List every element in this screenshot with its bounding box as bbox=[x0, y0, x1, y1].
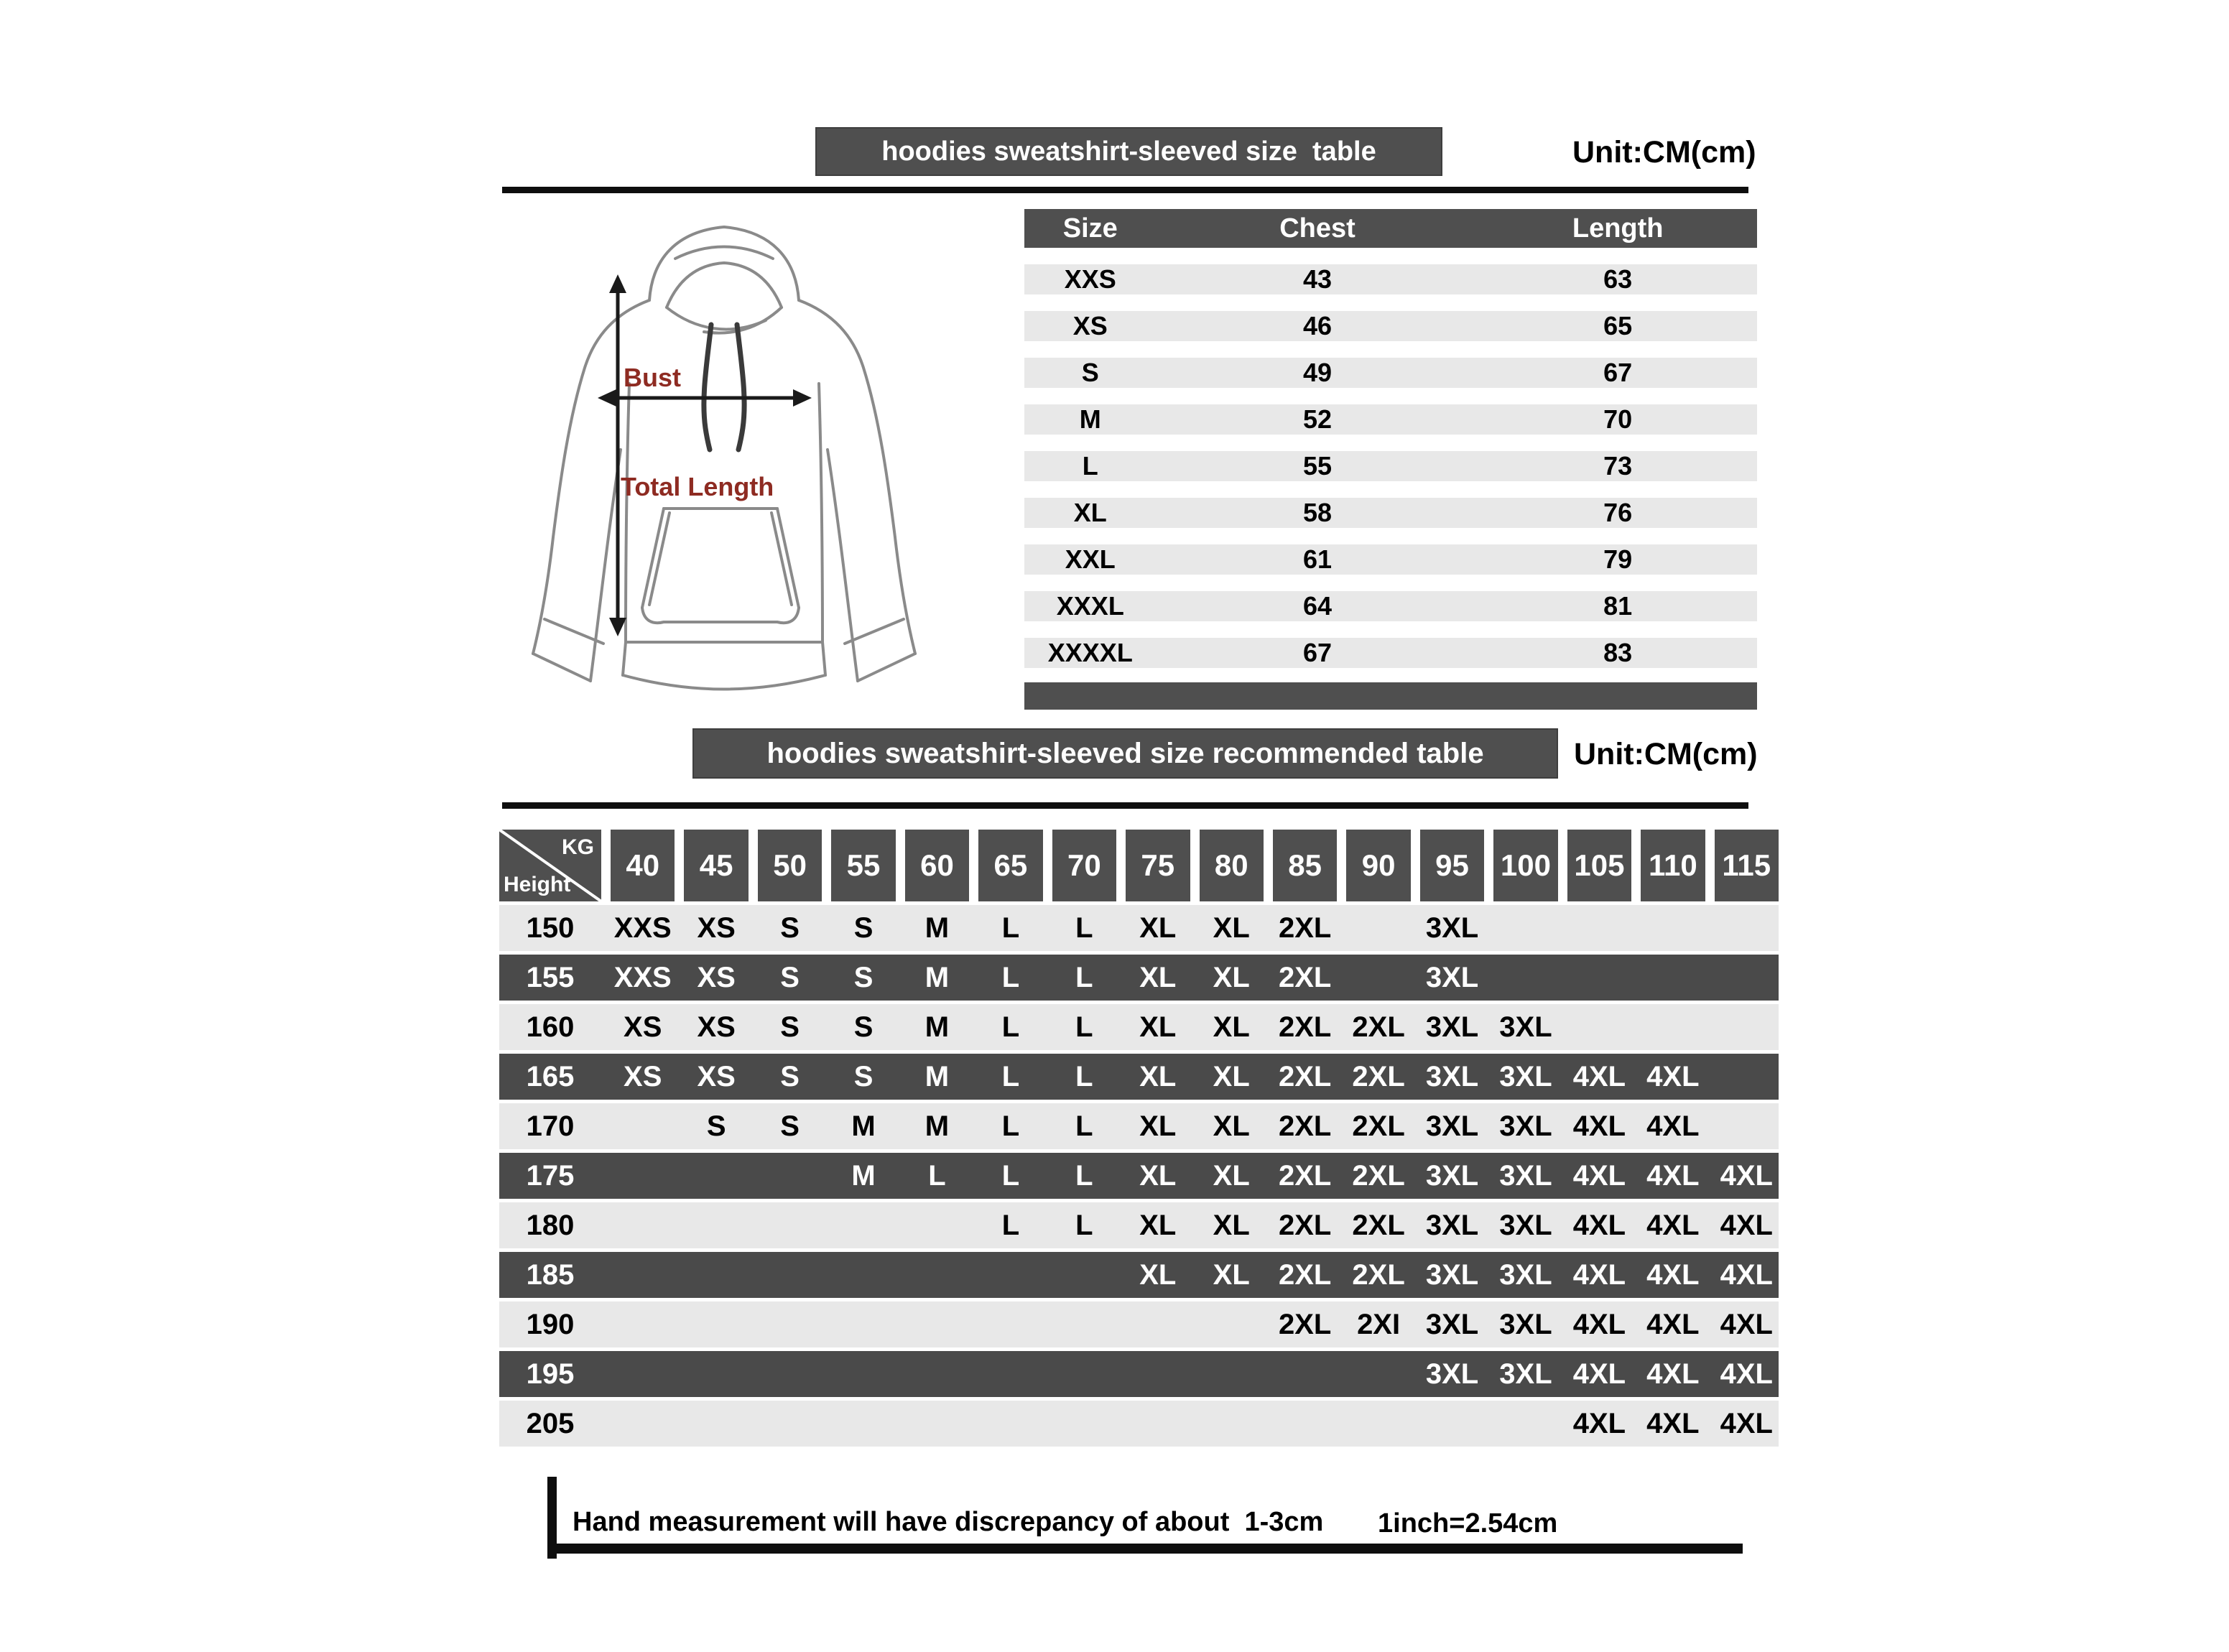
size-value-cell: L bbox=[1001, 1060, 1020, 1092]
size-cell: XXXXL bbox=[1047, 638, 1133, 667]
size-value-cell: XS bbox=[624, 1011, 662, 1043]
size-value-cell: 4XL bbox=[1572, 1258, 1626, 1291]
matrix-row bbox=[499, 1252, 1779, 1298]
size-value-cell: 4XL bbox=[1572, 1159, 1626, 1192]
recommended-table-title: hoodies sweatshirt-sleeved size recommended table bbox=[766, 737, 1484, 769]
size-table-title: hoodies sweatshirt-sleeved size table bbox=[881, 136, 1376, 167]
length-cell: 63 bbox=[1603, 264, 1633, 294]
size-value-cell: 3XL bbox=[1499, 1159, 1552, 1192]
size-value-cell: L bbox=[1001, 1110, 1020, 1142]
height-label: 155 bbox=[526, 961, 575, 993]
size-value-cell: L bbox=[1001, 1011, 1020, 1043]
size-value-cell: XXS bbox=[613, 911, 672, 944]
size-value-cell: S bbox=[780, 961, 800, 993]
size-table-row bbox=[1024, 638, 1757, 668]
height-label: 180 bbox=[526, 1209, 575, 1241]
height-label: 205 bbox=[526, 1407, 575, 1439]
length-cell: 73 bbox=[1603, 451, 1633, 481]
matrix-row bbox=[499, 1301, 1779, 1347]
size-value-cell: 4XL bbox=[1572, 1407, 1626, 1439]
chest-cell: 67 bbox=[1302, 638, 1333, 667]
size-value-cell: M bbox=[924, 1060, 950, 1092]
size-value-cell: XL bbox=[1139, 961, 1177, 993]
size-value-cell: M bbox=[924, 1011, 950, 1043]
height-label: 175 bbox=[526, 1159, 575, 1192]
size-value-cell: 2XI bbox=[1357, 1308, 1401, 1340]
size-value-cell: 3XL bbox=[1499, 1209, 1552, 1241]
size-table-row bbox=[1024, 544, 1757, 575]
size-value-cell: 3XL bbox=[1499, 1258, 1552, 1291]
size-table-row bbox=[1024, 404, 1757, 435]
size-value-cell: XL bbox=[1139, 1011, 1177, 1043]
unit-label-1: Unit:CM(cm) bbox=[1572, 135, 1756, 170]
chest-cell: 46 bbox=[1302, 311, 1333, 340]
corner-kg-label: KG bbox=[562, 835, 594, 859]
size-value-cell: 4XL bbox=[1646, 1258, 1700, 1291]
size-value-cell: 2XL bbox=[1278, 1209, 1332, 1241]
size-value-cell: L bbox=[1075, 1209, 1093, 1241]
size-cell: XL bbox=[1073, 498, 1107, 527]
size-value-cell: M bbox=[924, 911, 950, 944]
size-table-row bbox=[1024, 264, 1757, 294]
size-value-cell: 3XL bbox=[1425, 1060, 1479, 1092]
size-value-cell: 2XL bbox=[1278, 1060, 1332, 1092]
weight-column-header: 75 bbox=[1126, 830, 1190, 901]
weight-column-header: 80 bbox=[1200, 830, 1264, 901]
size-value-cell: L bbox=[1075, 1159, 1093, 1192]
size-value-cell: XL bbox=[1213, 1060, 1250, 1092]
weight-column-header: 95 bbox=[1420, 830, 1484, 901]
size-value-cell: M bbox=[924, 961, 950, 993]
size-value-cell: XL bbox=[1213, 1159, 1250, 1192]
chest-cell: 61 bbox=[1302, 544, 1333, 574]
size-value-cell: XL bbox=[1213, 911, 1250, 944]
size-value-cell: XL bbox=[1139, 911, 1177, 944]
size-value-cell: L bbox=[928, 1159, 946, 1192]
height-label: 150 bbox=[526, 911, 575, 944]
size-value-cell: XL bbox=[1213, 1258, 1250, 1291]
size-value-cell: XS bbox=[697, 1060, 736, 1092]
weight-column-header: 115 bbox=[1715, 830, 1779, 901]
size-value-cell: 4XL bbox=[1572, 1308, 1626, 1340]
weight-column-header: 70 bbox=[1052, 830, 1116, 901]
matrix-row bbox=[499, 955, 1779, 1001]
size-value-cell: 3XL bbox=[1425, 1110, 1479, 1142]
size-value-cell: 4XL bbox=[1572, 1060, 1626, 1092]
size-value-cell: 2XL bbox=[1352, 1110, 1405, 1142]
size-value-cell: 3XL bbox=[1425, 1358, 1479, 1390]
corner-height-label: Height bbox=[504, 873, 571, 896]
size-table-row bbox=[1024, 498, 1757, 528]
matrix-body bbox=[499, 905, 1779, 1447]
drawstrings bbox=[704, 325, 744, 450]
size-value-cell: 4XL bbox=[1720, 1308, 1773, 1340]
bust-label: Bust bbox=[624, 363, 681, 392]
weight-column-header: 110 bbox=[1641, 830, 1705, 901]
size-table-row bbox=[1024, 358, 1757, 388]
size-value-cell: XS bbox=[697, 911, 736, 944]
size-value-cell: 3XL bbox=[1425, 1011, 1479, 1043]
size-value-cell: 3XL bbox=[1425, 1258, 1479, 1291]
size-value-cell: S bbox=[706, 1110, 726, 1142]
chest-cell: 43 bbox=[1302, 264, 1333, 294]
weight-column-header: 60 bbox=[905, 830, 969, 901]
unit-label-2: Unit:CM(cm) bbox=[1574, 737, 1758, 771]
size-table-row bbox=[1024, 451, 1757, 481]
length-cell: 65 bbox=[1603, 311, 1633, 340]
size-value-cell: S bbox=[780, 1060, 800, 1092]
height-label: 195 bbox=[526, 1358, 575, 1390]
size-table-row bbox=[1024, 311, 1757, 341]
weight-column-header: 105 bbox=[1567, 830, 1631, 901]
size-value-cell: 4XL bbox=[1646, 1308, 1700, 1340]
size-value-cell: 3XL bbox=[1425, 961, 1479, 993]
length-cell: 67 bbox=[1603, 358, 1633, 387]
size-value-cell: L bbox=[1001, 1159, 1020, 1192]
weight-column-header: 40 bbox=[611, 830, 675, 901]
size-value-cell: 4XL bbox=[1646, 1110, 1700, 1142]
size-value-cell: M bbox=[851, 1110, 876, 1142]
hoodie-diagram bbox=[516, 213, 932, 708]
size-value-cell: 3XL bbox=[1499, 1110, 1552, 1142]
size-value-cell: S bbox=[853, 911, 873, 944]
height-label: 170 bbox=[526, 1110, 575, 1142]
size-value-cell: 2XL bbox=[1352, 1258, 1405, 1291]
weight-column-header: 100 bbox=[1493, 830, 1557, 901]
size-value-cell: 4XL bbox=[1646, 1209, 1700, 1241]
size-value-cell: 2XL bbox=[1278, 1159, 1332, 1192]
size-value-cell: 2XL bbox=[1352, 1159, 1405, 1192]
size-value-cell: S bbox=[853, 961, 873, 993]
weight-column-header: 85 bbox=[1273, 830, 1337, 901]
inch-conversion-note: 1inch=2.54cm bbox=[1378, 1508, 1558, 1539]
size-value-cell: 4XL bbox=[1720, 1358, 1773, 1390]
size-value-cell: XS bbox=[697, 961, 736, 993]
size-value-cell: L bbox=[1001, 1209, 1020, 1241]
length-cell: 70 bbox=[1603, 404, 1633, 434]
size-value-cell: 4XL bbox=[1646, 1159, 1700, 1192]
divider-rule-2 bbox=[502, 802, 1748, 809]
matrix-row bbox=[499, 1351, 1779, 1397]
size-value-cell: 4XL bbox=[1572, 1358, 1626, 1390]
size-value-cell: 3XL bbox=[1499, 1358, 1552, 1390]
size-value-cell: 4XL bbox=[1646, 1358, 1700, 1390]
matrix-row bbox=[499, 1054, 1779, 1100]
size-table-body bbox=[1024, 264, 1757, 668]
total-length-label: Total Length bbox=[621, 472, 774, 501]
size-value-cell: S bbox=[853, 1060, 873, 1092]
size-table-row bbox=[1024, 591, 1757, 621]
size-table-footer-bar bbox=[1024, 682, 1757, 710]
size-table-header bbox=[1024, 209, 1757, 248]
size-value-cell: S bbox=[780, 1011, 800, 1043]
size-cell: S bbox=[1081, 358, 1099, 387]
height-label: 185 bbox=[526, 1258, 575, 1291]
matrix-row bbox=[499, 1401, 1779, 1447]
note-underline bbox=[551, 1544, 1743, 1554]
size-value-cell: 3XL bbox=[1425, 911, 1479, 944]
size-value-cell: M bbox=[924, 1110, 950, 1142]
height-label: 190 bbox=[526, 1308, 575, 1340]
size-value-cell: XL bbox=[1213, 961, 1250, 993]
size-value-cell: XL bbox=[1139, 1258, 1177, 1291]
size-value-cell: 2XL bbox=[1352, 1209, 1405, 1241]
matrix-header bbox=[499, 830, 1779, 901]
size-cell: XS bbox=[1072, 311, 1108, 340]
weight-column-header: 65 bbox=[978, 830, 1042, 901]
divider-rule-1 bbox=[502, 187, 1748, 193]
size-value-cell: XL bbox=[1213, 1209, 1250, 1241]
size-value-cell: 2XL bbox=[1278, 1258, 1332, 1291]
matrix-row bbox=[499, 1153, 1779, 1199]
size-value-cell: XL bbox=[1139, 1110, 1177, 1142]
hoodie-outline bbox=[533, 227, 915, 690]
size-value-cell: 3XL bbox=[1499, 1011, 1552, 1043]
length-cell: 81 bbox=[1603, 591, 1633, 621]
measure-arrows bbox=[598, 274, 812, 636]
size-value-cell: L bbox=[1001, 961, 1020, 993]
size-table bbox=[1024, 209, 1757, 710]
chest-cell: 49 bbox=[1302, 358, 1333, 387]
size-value-cell: S bbox=[780, 911, 800, 944]
size-value-cell: XL bbox=[1139, 1060, 1177, 1092]
length-cell: 76 bbox=[1603, 498, 1633, 527]
size-value-cell: 2XL bbox=[1352, 1011, 1405, 1043]
size-value-cell: 4XL bbox=[1720, 1407, 1773, 1439]
size-value-cell: 4XL bbox=[1720, 1258, 1773, 1291]
chest-cell: 52 bbox=[1302, 404, 1333, 434]
size-value-cell: XL bbox=[1139, 1159, 1177, 1192]
matrix-row bbox=[499, 1103, 1779, 1149]
size-value-cell: 3XL bbox=[1425, 1159, 1479, 1192]
size-value-cell: 2XL bbox=[1278, 1308, 1332, 1340]
col-header-chest: Chest bbox=[1279, 213, 1356, 243]
matrix-row bbox=[499, 905, 1779, 951]
size-value-cell: 4XL bbox=[1720, 1159, 1773, 1192]
size-value-cell: XL bbox=[1213, 1110, 1250, 1142]
size-cell: XXS bbox=[1064, 264, 1116, 294]
chest-cell: 58 bbox=[1302, 498, 1333, 527]
size-value-cell: S bbox=[853, 1011, 873, 1043]
recommended-size-matrix bbox=[499, 830, 1779, 1447]
size-value-cell: 4XL bbox=[1720, 1209, 1773, 1241]
size-cell: M bbox=[1079, 404, 1101, 434]
length-cell: 79 bbox=[1603, 544, 1633, 574]
size-value-cell: XXS bbox=[613, 961, 672, 993]
matrix-row bbox=[499, 1202, 1779, 1248]
chest-cell: 64 bbox=[1302, 591, 1333, 621]
size-value-cell: 2XL bbox=[1352, 1060, 1405, 1092]
size-value-cell: 3XL bbox=[1499, 1060, 1552, 1092]
measurement-note: Hand measurement will have discrepancy of about 1-3cm bbox=[573, 1507, 1324, 1537]
height-label: 160 bbox=[526, 1011, 575, 1043]
size-cell: XXL bbox=[1065, 544, 1116, 574]
weight-column-header: 90 bbox=[1346, 830, 1410, 901]
matrix-corner-cell bbox=[499, 830, 601, 901]
matrix-row bbox=[499, 1004, 1779, 1050]
size-value-cell: XS bbox=[697, 1011, 736, 1043]
size-value-cell: L bbox=[1001, 911, 1020, 944]
size-value-cell: XS bbox=[624, 1060, 662, 1092]
size-value-cell: 4XL bbox=[1572, 1110, 1626, 1142]
recommended-table-title-bar bbox=[692, 728, 1558, 779]
size-value-cell: S bbox=[780, 1110, 800, 1142]
size-value-cell: 4XL bbox=[1646, 1060, 1700, 1092]
size-cell: L bbox=[1082, 451, 1098, 481]
size-value-cell: 3XL bbox=[1425, 1308, 1479, 1340]
size-value-cell: 2XL bbox=[1278, 961, 1332, 993]
size-table-title-bar bbox=[815, 127, 1442, 176]
size-value-cell: 4XL bbox=[1572, 1209, 1626, 1241]
size-value-cell: M bbox=[851, 1159, 876, 1192]
size-value-cell: L bbox=[1075, 911, 1093, 944]
size-value-cell: 2XL bbox=[1278, 911, 1332, 944]
size-value-cell: 2XL bbox=[1278, 1011, 1332, 1043]
size-value-cell: L bbox=[1075, 961, 1093, 993]
size-value-cell: 3XL bbox=[1499, 1308, 1552, 1340]
weight-column-header: 50 bbox=[758, 830, 822, 901]
weight-column-header: 55 bbox=[831, 830, 895, 901]
size-value-cell: L bbox=[1075, 1060, 1093, 1092]
height-label: 165 bbox=[526, 1060, 575, 1092]
size-value-cell: 2XL bbox=[1278, 1110, 1332, 1142]
size-value-cell: XL bbox=[1139, 1209, 1177, 1241]
size-value-cell: 3XL bbox=[1425, 1209, 1479, 1241]
chest-cell: 55 bbox=[1302, 451, 1333, 481]
size-cell: XXXL bbox=[1056, 591, 1124, 621]
size-value-cell: XL bbox=[1213, 1011, 1250, 1043]
col-header-size: Size bbox=[1062, 213, 1118, 243]
size-value-cell: L bbox=[1075, 1110, 1093, 1142]
col-header-length: Length bbox=[1572, 213, 1664, 243]
weight-column-header: 45 bbox=[684, 830, 748, 901]
size-value-cell: 4XL bbox=[1646, 1407, 1700, 1439]
length-cell: 83 bbox=[1603, 638, 1633, 667]
size-value-cell: L bbox=[1075, 1011, 1093, 1043]
